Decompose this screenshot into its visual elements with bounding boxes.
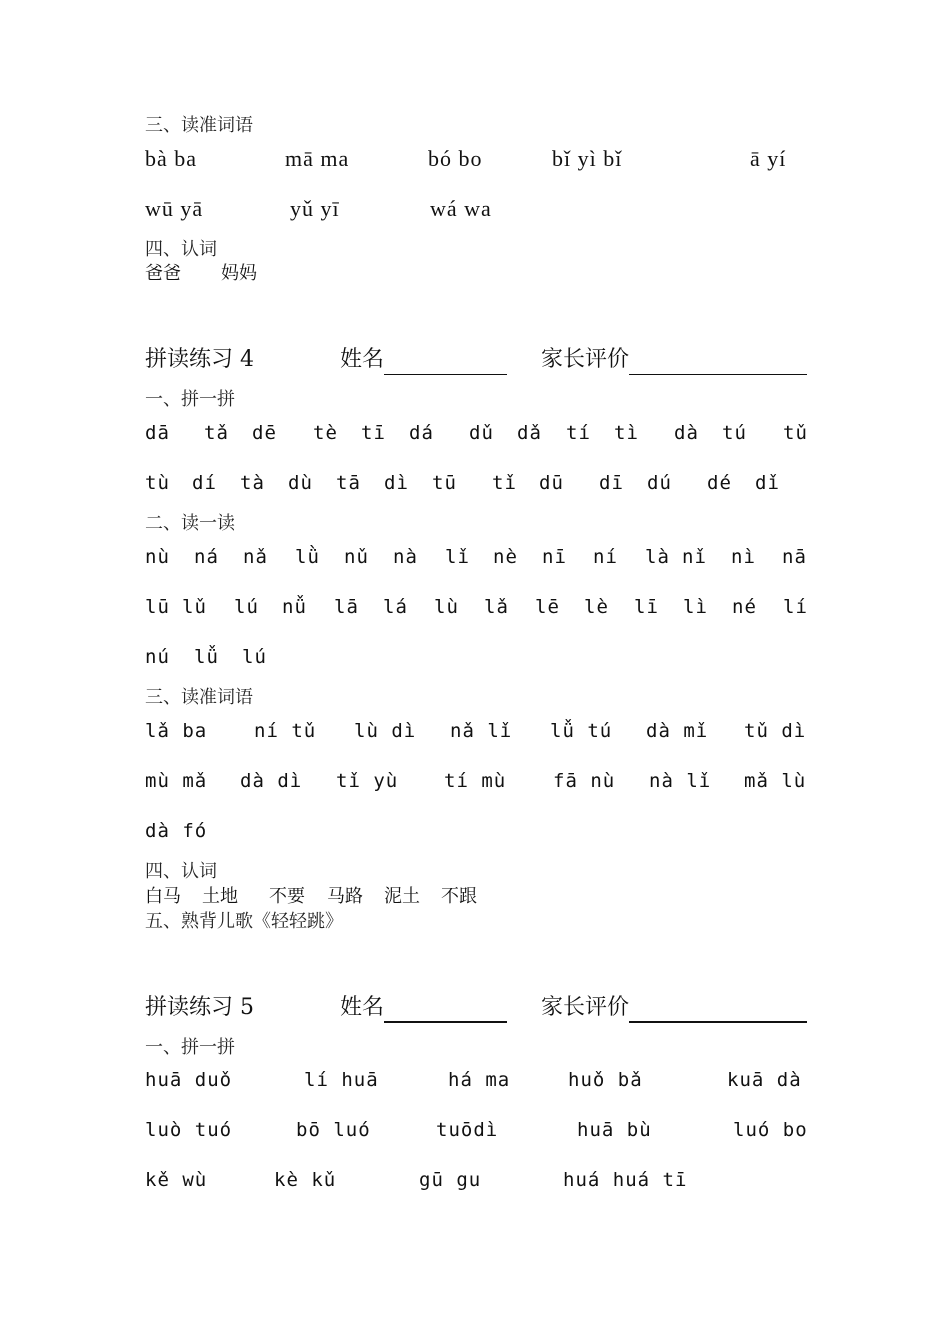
pinyin-word: kě wù — [145, 1169, 208, 1191]
section-heading-recognize: 四、认词 — [145, 239, 217, 260]
syllable: dǔ — [469, 422, 494, 444]
syllable: lì — [683, 596, 708, 618]
syllable: tǐ — [492, 472, 517, 494]
syllable: tī — [361, 422, 386, 444]
syllable: lǎ — [484, 596, 509, 618]
syllable: nā — [782, 546, 807, 568]
pinyin-word: kuā dà — [727, 1069, 802, 1091]
syllable: dá — [409, 422, 434, 444]
pinyin-word: gū gu — [419, 1169, 482, 1191]
syllable: lǐ — [445, 546, 470, 568]
pinyin-word: lǎ ba — [145, 720, 208, 742]
pinyin-word: ní tǔ — [254, 720, 317, 742]
syllable: lū — [145, 596, 170, 618]
syllable: nú — [145, 646, 170, 668]
syllable: lú — [234, 596, 259, 618]
syllable: né — [732, 596, 757, 618]
name-blank[interactable] — [384, 1021, 507, 1023]
syllable: lē — [535, 596, 560, 618]
syllable: nì — [731, 546, 756, 568]
pinyin-word: tǐ yù — [336, 770, 399, 792]
syllable: ní — [593, 546, 618, 568]
syllable: dì — [384, 472, 409, 494]
syllable: dā — [145, 422, 170, 444]
name-label: 姓名 — [340, 347, 385, 372]
parent-eval-blank[interactable] — [629, 374, 807, 375]
pinyin-word: bō luó — [296, 1119, 371, 1141]
syllable: lǜ — [295, 546, 320, 568]
pinyin-word: mā ma — [285, 146, 350, 171]
syllable: dē — [252, 422, 277, 444]
chinese-word: 白马 — [145, 886, 181, 907]
pinyin-word: huǒ bǎ — [568, 1069, 643, 1091]
chinese-word: 不跟 — [441, 886, 477, 907]
syllable: dī — [599, 472, 624, 494]
pinyin-word: há ma — [448, 1069, 511, 1091]
syllable: tǔ — [783, 422, 808, 444]
section-heading-words: 三、读准词语 — [145, 115, 253, 136]
chinese-word: 爸爸 — [145, 263, 181, 284]
section-heading-spell: 一、拼一拼 — [145, 1037, 235, 1058]
pinyin-word: fā nù — [553, 770, 616, 792]
practice-title: 拼读练习 5 — [145, 995, 254, 1020]
syllable: tà — [240, 472, 265, 494]
syllable: dù — [288, 472, 313, 494]
chinese-word: 土地 — [202, 886, 238, 907]
section-heading-words: 三、读准词语 — [145, 687, 253, 708]
syllable: lí — [783, 596, 808, 618]
pinyin-word: huá huá tī — [563, 1169, 688, 1191]
syllable: dǐ — [755, 472, 780, 494]
pinyin-word: bǐ yì bǐ — [552, 146, 623, 171]
pinyin-word: huā duǒ — [145, 1069, 233, 1091]
parent-eval-blank[interactable] — [629, 1021, 807, 1023]
syllable: dú — [647, 472, 672, 494]
section-heading-recite: 五、熟背儿歌《轻轻跳》 — [145, 911, 343, 932]
syllable: lǚ — [194, 646, 219, 668]
syllable: lè — [584, 596, 609, 618]
chinese-word: 不要 — [269, 886, 305, 907]
syllable: nù — [145, 546, 170, 568]
syllable: lá — [383, 596, 408, 618]
syllable: tǎ — [204, 422, 229, 444]
syllable: dǎ — [517, 422, 542, 444]
practice-header — [145, 349, 810, 379]
syllable: tā — [336, 472, 361, 494]
pinyin-word: nǎ lǐ — [450, 720, 513, 742]
pinyin-word: bà ba — [145, 146, 198, 171]
pinyin-word: lù dì — [354, 720, 417, 742]
syllable: nī — [542, 546, 567, 568]
syllable: tū — [432, 472, 457, 494]
syllable: tí — [566, 422, 591, 444]
syllable: tù — [145, 472, 170, 494]
syllable: dà — [674, 422, 699, 444]
syllable: nǐ — [682, 546, 707, 568]
practice-header — [145, 997, 810, 1027]
section-heading-spell: 一、拼一拼 — [145, 389, 235, 410]
syllable: dí — [192, 472, 217, 494]
pinyin-word: tǔ dì — [744, 720, 807, 742]
pinyin-word: lǚ tú — [550, 720, 613, 742]
pinyin-word: kè kǔ — [274, 1169, 337, 1191]
syllable: lú — [242, 646, 267, 668]
pinyin-word: nà lǐ — [649, 770, 712, 792]
section-heading-read: 二、读一读 — [145, 513, 235, 534]
pinyin-word: tuōdì — [436, 1119, 499, 1141]
pinyin-word: mù mǎ — [145, 770, 208, 792]
syllable: là — [645, 546, 670, 568]
pinyin-word: lí huā — [304, 1069, 379, 1091]
parent-eval-label: 家长评价 — [541, 995, 630, 1020]
pinyin-word: wū yā — [145, 196, 204, 221]
chinese-word: 马路 — [327, 886, 363, 907]
pinyin-word: mǎ lù — [744, 770, 807, 792]
pinyin-word: wá wa — [430, 196, 492, 221]
section-heading-recognize: 四、认词 — [145, 861, 217, 882]
pinyin-word: tí mù — [444, 770, 507, 792]
pinyin-word: huā bù — [577, 1119, 652, 1141]
syllable: lù — [434, 596, 459, 618]
pinyin-word: dà dì — [240, 770, 303, 792]
syllable: nè — [493, 546, 518, 568]
pinyin-word: bó bo — [428, 146, 483, 171]
name-label: 姓名 — [340, 995, 385, 1020]
chinese-word: 泥土 — [384, 886, 420, 907]
syllable: dū — [539, 472, 564, 494]
syllable: tú — [722, 422, 747, 444]
syllable: dé — [707, 472, 732, 494]
pinyin-word: ā yí — [750, 146, 787, 171]
pinyin-word: luò tuó — [145, 1119, 233, 1141]
syllable: nǚ — [282, 596, 307, 618]
pinyin-word: dà fó — [145, 820, 208, 842]
syllable: nà — [393, 546, 418, 568]
chinese-word: 妈妈 — [221, 263, 257, 284]
pinyin-word: yǔ yī — [290, 196, 340, 221]
name-blank[interactable] — [384, 374, 507, 375]
syllable: lī — [634, 596, 659, 618]
syllable: lā — [334, 596, 359, 618]
syllable: ná — [194, 546, 219, 568]
syllable: nǔ — [344, 546, 369, 568]
pinyin-word: luó bo — [733, 1119, 808, 1141]
pinyin-word: dà mǐ — [646, 720, 709, 742]
syllable: tì — [614, 422, 639, 444]
syllable: nǎ — [243, 546, 268, 568]
syllable: lǔ — [182, 596, 207, 618]
parent-eval-label: 家长评价 — [541, 347, 630, 372]
syllable: tè — [313, 422, 338, 444]
practice-title: 拼读练习 4 — [145, 347, 254, 372]
